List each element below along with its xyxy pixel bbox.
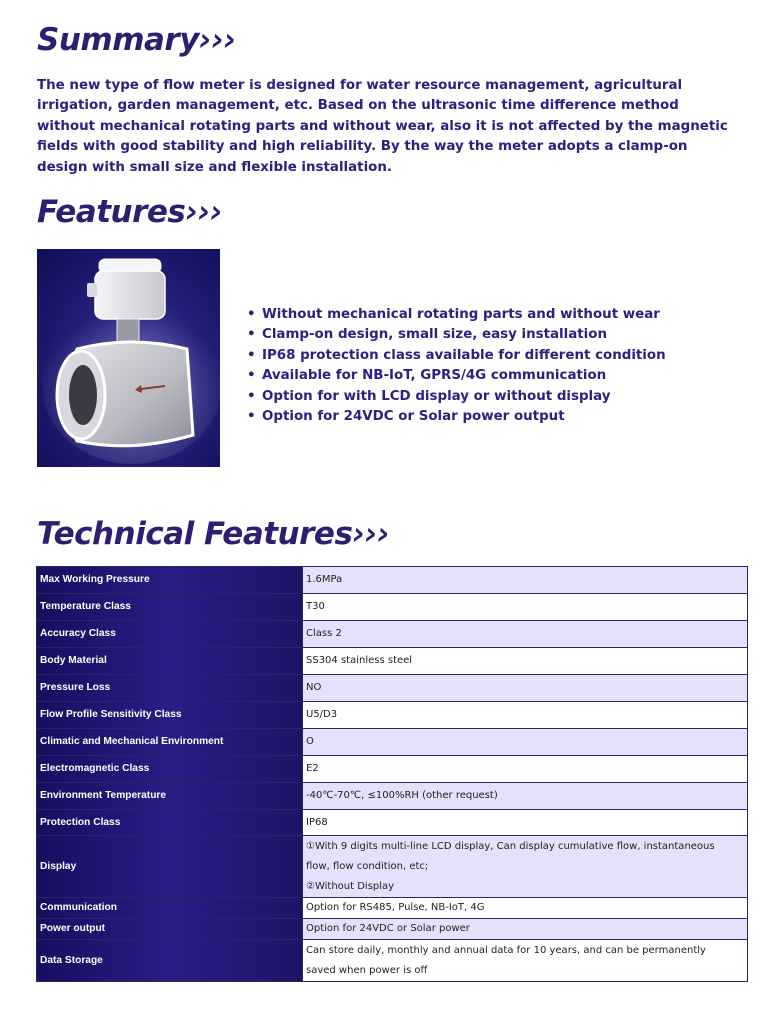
- table-row: [37, 810, 748, 836]
- spec-key: Pressure Loss: [37, 675, 303, 702]
- spec-value: [303, 940, 748, 982]
- spec-value-line: ②Without Display: [306, 880, 395, 892]
- spec-value: 1.6MPa: [303, 567, 748, 594]
- table-row: [37, 594, 748, 621]
- spec-value: Option for RS485, Pulse, NB-IoT, 4G: [303, 898, 748, 919]
- spec-value-line: saved when power is off: [306, 964, 428, 976]
- summary-heading: Summary›››: [37, 22, 236, 58]
- feature-item: • Option for 24VDC or Solar power output: [247, 407, 666, 427]
- spec-key: Communication: [37, 898, 303, 919]
- table-row: [37, 836, 748, 898]
- spec-value-line: ①With 9 digits multi-line LCD display, Can display cumulative flow, instantaneous: [306, 840, 715, 852]
- flow-meter-illustration: [37, 249, 220, 467]
- spec-key: Climatic and Mechanical Environment: [37, 729, 303, 756]
- spec-value: NO: [303, 675, 748, 702]
- spec-value: [303, 836, 748, 898]
- feature-item: • Option for with LCD display or without display: [247, 387, 666, 407]
- spec-value: Option for 24VDC or Solar power: [303, 919, 748, 940]
- features-list: [247, 305, 666, 427]
- spec-value: O: [303, 729, 748, 756]
- spec-value: U5/D3: [303, 702, 748, 729]
- feature-item: • Available for NB-IoT, GPRS/4G communication: [247, 366, 666, 386]
- spec-value: SS304 stainless steel: [303, 648, 748, 675]
- spec-value: IP68: [303, 810, 748, 836]
- summary-text: The new type of flow meter is designed for water resource management, agricultural irrigation, garden management, etc. Based on the ultrasonic time difference method without mechanical rotating parts and without wear, also it is not affected by the magnetic fields with good stability and high reliability. By the way the meter adopts a clamp-on design with small size and flexible installation.: [37, 78, 728, 175]
- technical-spec-table: [36, 566, 748, 982]
- feature-item: • Without mechanical rotating parts and without wear: [247, 305, 666, 325]
- flow-meter-image: [37, 249, 220, 467]
- features-heading: Features›››: [37, 194, 223, 230]
- spec-key: Display: [37, 836, 303, 898]
- spec-value: E2: [303, 756, 748, 783]
- spec-key: Protection Class: [37, 810, 303, 836]
- spec-key: Temperature Class: [37, 594, 303, 621]
- spec-key: Max Working Pressure: [37, 567, 303, 594]
- spec-key: Data Storage: [37, 940, 303, 982]
- table-row: [37, 675, 748, 702]
- table-row: [37, 919, 748, 940]
- spec-key: Flow Profile Sensitivity Class: [37, 702, 303, 729]
- spec-key: Accuracy Class: [37, 621, 303, 648]
- table-row: [37, 783, 748, 810]
- spec-key: Environment Temperature: [37, 783, 303, 810]
- spec-key: Electromagnetic Class: [37, 756, 303, 783]
- spec-value: -40℃-70℃, ≤100%RH (other request): [303, 783, 748, 810]
- spec-value: Class 2: [303, 621, 748, 648]
- feature-item: • IP68 protection class available for different condition: [247, 346, 666, 366]
- table-row: [37, 729, 748, 756]
- table-row: [37, 756, 748, 783]
- spec-key: Power output: [37, 919, 303, 940]
- table-row: [37, 648, 748, 675]
- table-row: [37, 567, 748, 594]
- table-row: [37, 940, 748, 982]
- table-row: [37, 702, 748, 729]
- spec-key: Body Material: [37, 648, 303, 675]
- table-row: [37, 898, 748, 919]
- feature-item: • Clamp-on design, small size, easy installation: [247, 325, 666, 345]
- spec-value-line: flow, flow condition, etc;: [306, 860, 429, 872]
- spec-value-line: Can store daily, monthly and annual data for 10 years, and can be permanently: [306, 944, 706, 956]
- technical-heading: Technical Features›››: [37, 516, 390, 552]
- table-row: [37, 621, 748, 648]
- spec-value: T30: [303, 594, 748, 621]
